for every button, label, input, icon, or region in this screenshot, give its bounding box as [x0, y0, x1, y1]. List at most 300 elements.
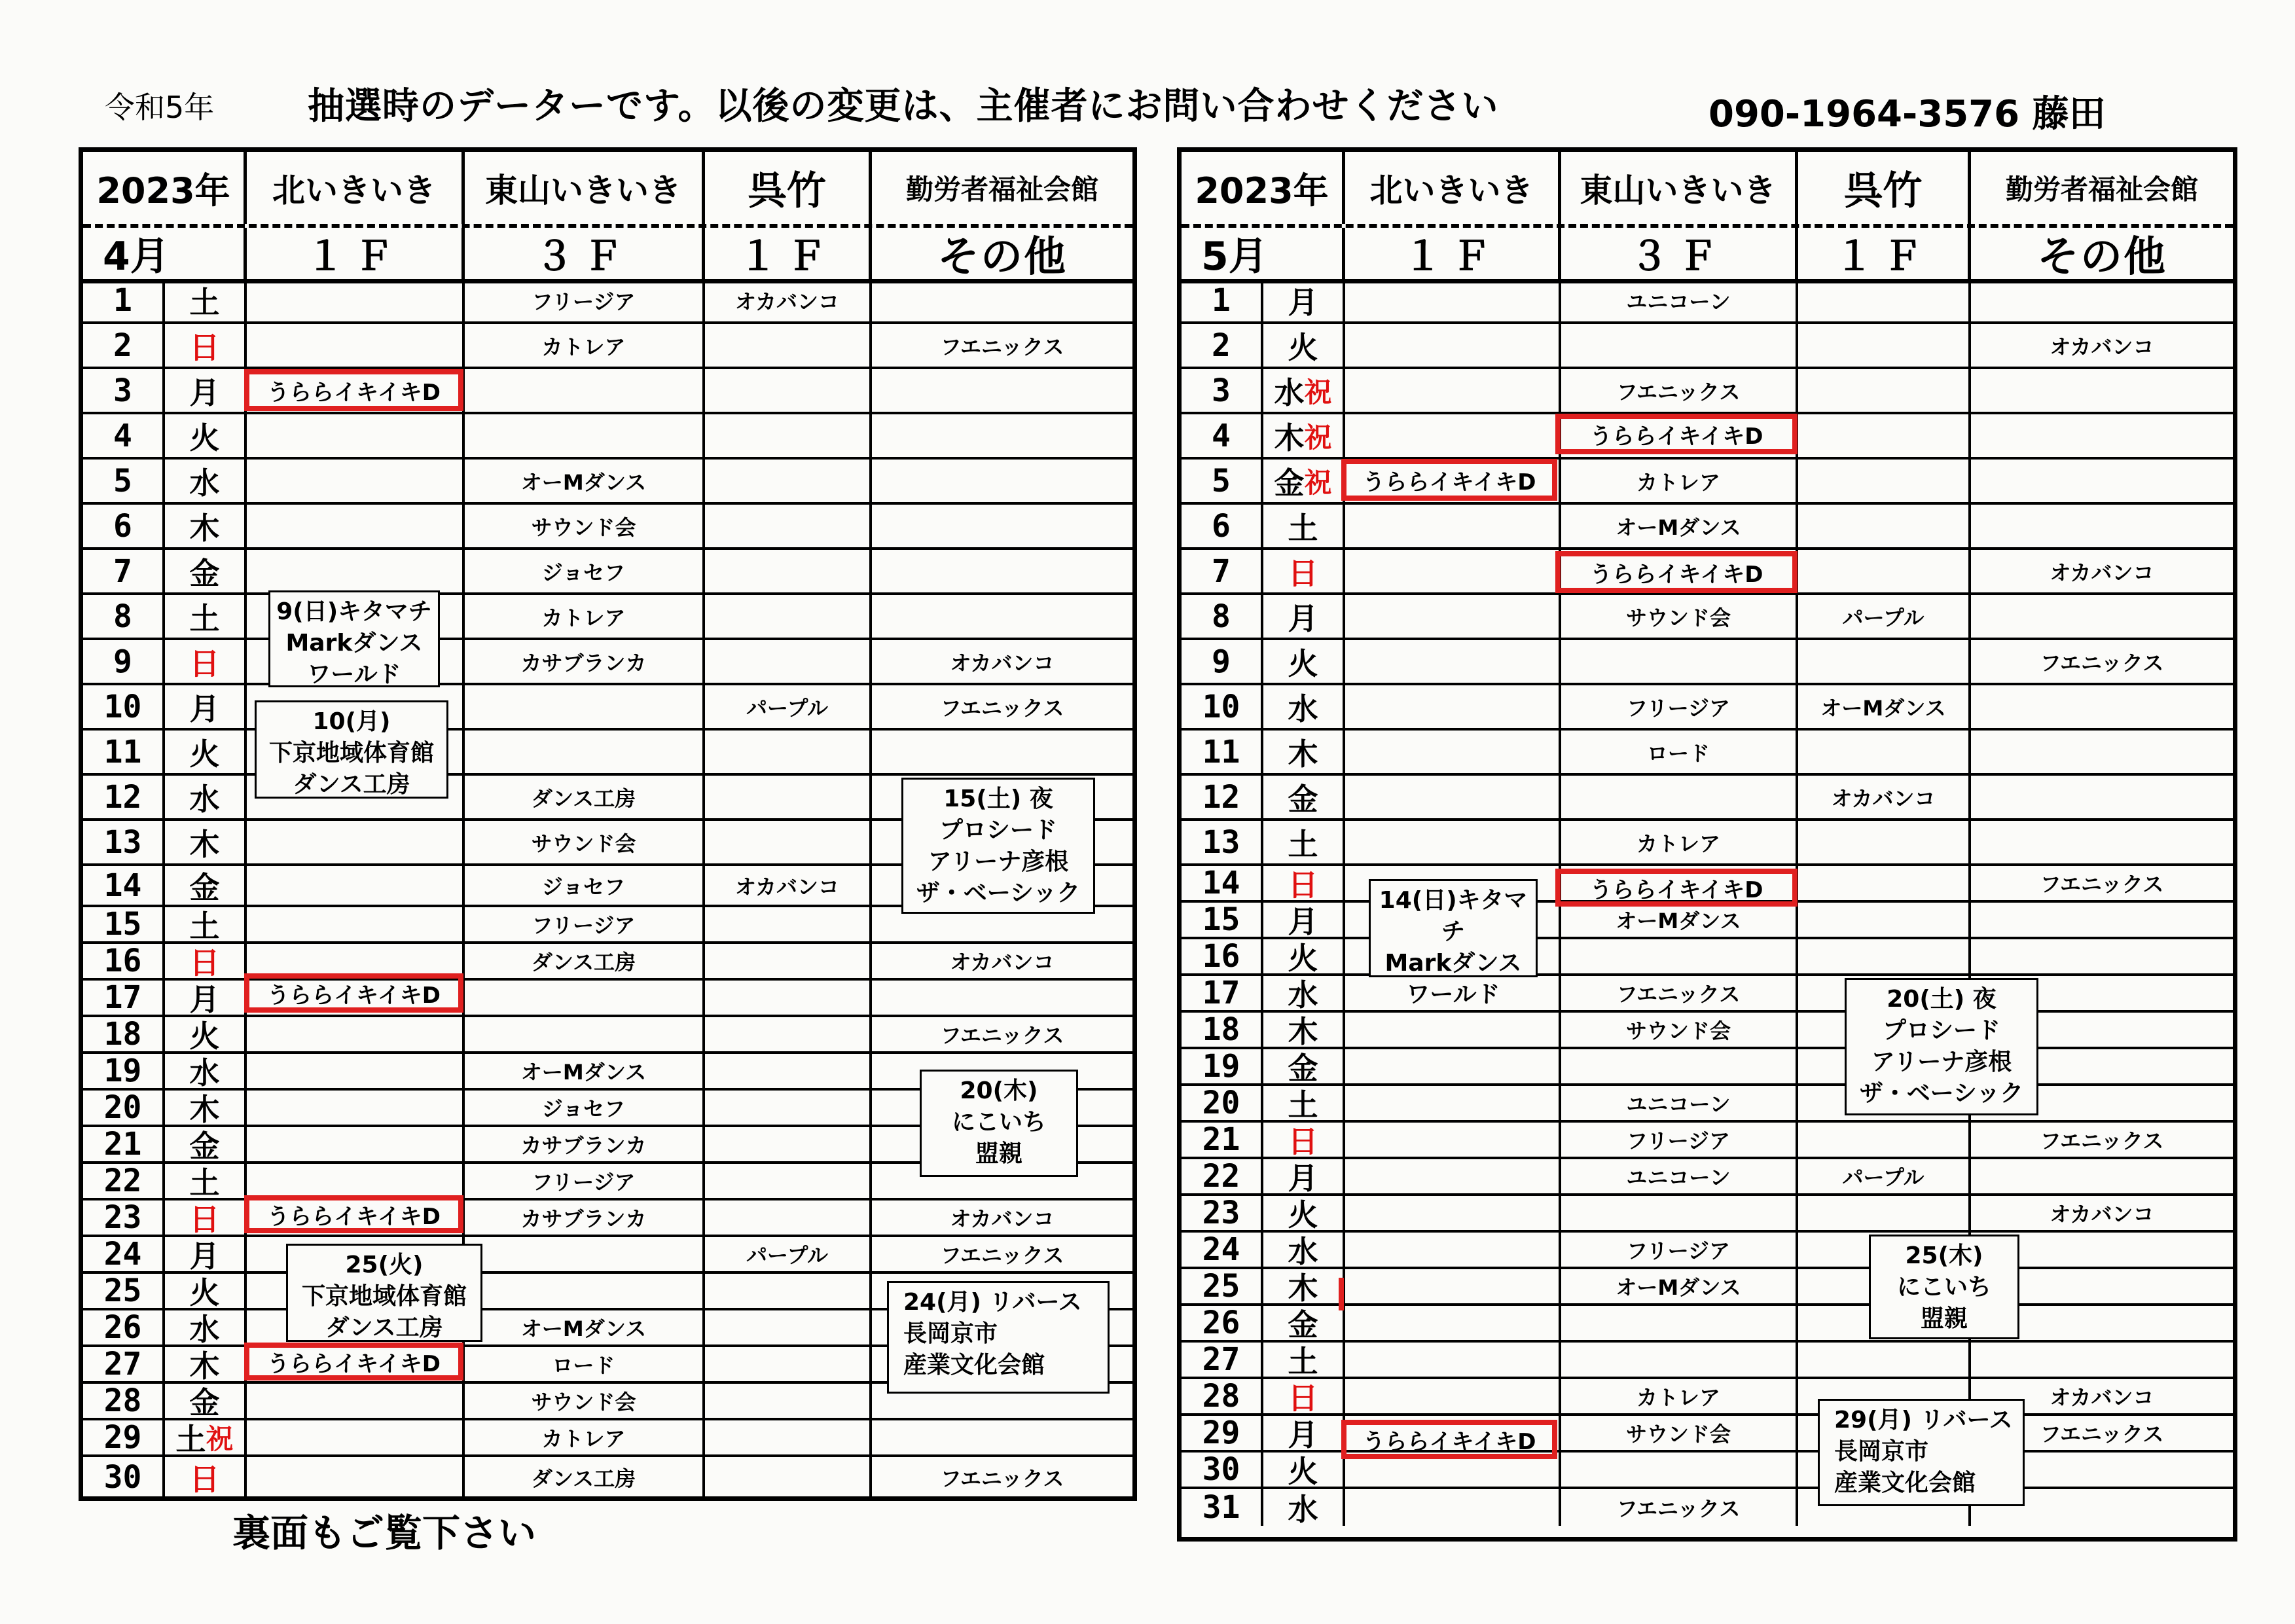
note-line: ダンス工房	[325, 1314, 443, 1341]
kita-1f-cell	[1345, 369, 1561, 412]
day-row	[1182, 595, 2233, 640]
weekday-label: 金	[189, 555, 220, 591]
kinrousha-cell	[872, 981, 1132, 1015]
kita-1f-cell	[247, 1420, 465, 1454]
kuretake-1f-cell	[705, 369, 872, 412]
kuretake-1f-cell	[1798, 1196, 1971, 1230]
weekday	[165, 1274, 247, 1308]
kuretake-1f-cell	[705, 414, 872, 457]
day-number: 26	[83, 1310, 165, 1344]
higashiyama-3f-cell: サウンド会	[1561, 1416, 1798, 1450]
kita-1f-cell	[247, 505, 465, 547]
kuretake-1f-cell: オカバンコ	[1798, 776, 1971, 818]
higashiyama-3f-cell: カトレア	[1561, 460, 1798, 502]
higashiyama-3f-cell: カサブランカ	[465, 1127, 705, 1161]
higashiyama-3f-cell	[1561, 324, 1798, 367]
kuretake-1f-cell	[705, 981, 872, 1015]
day-number: 6	[83, 505, 165, 547]
weekday-label: 土	[1288, 826, 1318, 862]
weekday-label: 水	[189, 465, 220, 501]
weekday	[1263, 1416, 1345, 1453]
holiday-mark: 祝	[1304, 466, 1332, 499]
weekday-label: 火	[1288, 329, 1318, 365]
weekday	[165, 731, 247, 773]
weekday-label: 月	[189, 982, 220, 1017]
weekday	[165, 821, 247, 863]
day-number: 3	[1182, 369, 1263, 412]
weekday-label: 水	[1288, 1492, 1318, 1527]
higashiyama-3f-cell: カサブランカ	[465, 1200, 705, 1235]
floor-header-row	[1182, 228, 2233, 283]
weekday	[165, 1237, 247, 1274]
kuretake-1f-cell	[1798, 324, 1971, 367]
weekday-label: 水	[189, 1055, 220, 1091]
kinrousha-cell	[1971, 414, 2233, 457]
day-number: 25	[1182, 1269, 1263, 1303]
weekday-label: 月	[1288, 600, 1318, 636]
booking-highlight[interactable]: うららイキイキD	[1555, 551, 1798, 593]
kinrousha-cell: オカバンコ	[950, 1206, 1055, 1231]
weekday-label: 火	[1288, 645, 1318, 681]
kuretake-1f-cell	[1798, 1123, 1971, 1157]
floor-kita: １Ｆ	[247, 228, 465, 279]
higashiyama-3f-cell: オーMダンス	[465, 1054, 705, 1088]
venue-kita: 北いきいき	[1345, 152, 1561, 224]
weekday-label: 月	[1288, 284, 1318, 320]
day-row	[83, 460, 1132, 505]
day-row	[1182, 1086, 2233, 1123]
day-row	[1182, 1159, 2233, 1196]
note-line: ザ・ベーシック	[916, 880, 1081, 907]
weekday	[165, 595, 247, 638]
venue-higashiyama: 東山いきいき	[465, 152, 705, 224]
kuretake-1f-cell	[705, 821, 872, 863]
note-line: プロシード	[1882, 1017, 2000, 1044]
weekday	[1263, 369, 1345, 412]
note-line: にこいち	[951, 1109, 1046, 1136]
weekday-label: 水	[1288, 691, 1318, 727]
event-note	[1369, 879, 1538, 1008]
kita-1f-cell	[247, 414, 465, 457]
note-line: 15(土) 夜	[943, 785, 1053, 812]
day-number: 21	[1182, 1123, 1263, 1157]
kuretake-1f-cell	[1798, 414, 1971, 457]
day-row	[83, 1200, 1132, 1237]
event-note	[286, 1244, 482, 1342]
floor-other: その他	[2037, 233, 2167, 281]
footer-note: 裏面もご覧下さい	[232, 1511, 537, 1555]
event-note	[255, 700, 448, 799]
kuretake-1f-cell	[705, 1127, 872, 1161]
contact-info: 090-1964-3576 藤田	[1708, 93, 2106, 135]
higashiyama-3f-cell: オーMダンス	[1561, 903, 1798, 937]
booking-highlight[interactable]: うららイキイキD	[244, 973, 463, 1013]
higashiyama-3f-cell: ユニコーン	[1561, 1159, 1798, 1193]
day-number: 24	[1182, 1233, 1263, 1267]
kuretake-1f-cell	[705, 1384, 872, 1418]
month-label: 5月	[1182, 228, 1345, 279]
kuretake-1f-cell	[705, 324, 872, 367]
kita-1f-cell	[247, 1164, 465, 1198]
day-number: 2	[83, 324, 165, 367]
kuretake-1f-cell	[705, 550, 872, 592]
weekday	[165, 279, 247, 321]
notice-text: 抽選時のデーターです。以後の変更は、主催者にお問い合わせください	[308, 85, 1499, 128]
day-number: 13	[1182, 821, 1263, 863]
higashiyama-3f-cell: カトレア	[1561, 821, 1798, 863]
day-number: 7	[83, 550, 165, 592]
weekday-label: 土	[189, 909, 220, 944]
higashiyama-3f-cell	[1561, 1306, 1798, 1340]
kita-1f-cell	[247, 1091, 465, 1125]
higashiyama-3f-cell: フリージア	[465, 1164, 705, 1198]
day-row	[1182, 685, 2233, 731]
weekday-label: 火	[189, 736, 220, 772]
weekday-label: 月	[189, 1238, 220, 1274]
weekday	[1263, 939, 1345, 976]
venue-kinrousha: 勤労者福祉会館	[905, 173, 1098, 206]
day-row	[1182, 1453, 2233, 1489]
day-row	[1182, 505, 2233, 550]
higashiyama-3f-cell	[465, 981, 705, 1015]
year-label: 2023年	[83, 152, 247, 224]
note-line: Markダンス	[285, 630, 423, 657]
day-row	[83, 1237, 1132, 1274]
day-row	[83, 731, 1132, 776]
weekday-label: 月	[1288, 1417, 1318, 1453]
holiday-mark: 祝	[206, 1423, 234, 1455]
day-number: 17	[83, 981, 165, 1015]
higashiyama-3f-cell: フリージア	[465, 279, 705, 321]
kinrousha-cell: オカバンコ	[2050, 334, 2154, 359]
weekday-label: 土	[1288, 1087, 1318, 1123]
kinrousha-cell: オカバンコ	[2050, 560, 2154, 585]
kinrousha-cell: オカバンコ	[950, 950, 1055, 975]
note-line: 14(日)キタマチ	[1379, 887, 1528, 945]
kuretake-1f-cell: オカバンコ	[705, 866, 872, 905]
venue-kinrousha: 勤労者福祉会館	[2005, 173, 2198, 206]
day-number: 5	[1182, 460, 1263, 502]
kuretake-1f-cell	[1798, 460, 1971, 502]
day-row	[1182, 1489, 2233, 1526]
day-row	[1182, 1123, 2233, 1159]
kinrousha-cell: フエニックス	[940, 695, 1064, 721]
weekday	[165, 1164, 247, 1198]
kita-1f-cell	[1345, 1123, 1561, 1157]
booking-highlight[interactable]: うららイキイキD	[1555, 414, 1798, 454]
kuretake-1f-cell	[1798, 550, 1971, 592]
kuretake-1f-cell	[705, 505, 872, 547]
day-row	[83, 1420, 1132, 1457]
day-number: 12	[1182, 776, 1263, 818]
kinrousha-cell	[1971, 939, 2233, 973]
kinrousha-cell	[872, 731, 1132, 773]
day-number: 15	[83, 907, 165, 941]
note-line: 25(火)	[345, 1252, 424, 1278]
weekday-label: 日	[189, 645, 220, 681]
day-row	[83, 981, 1132, 1017]
kita-1f-cell	[1345, 731, 1561, 773]
day-number: 31	[1182, 1489, 1263, 1526]
day-number: 19	[83, 1054, 165, 1088]
kita-1f-cell	[247, 1384, 465, 1418]
event-note	[1845, 978, 2038, 1115]
higashiyama-3f-cell: ジョセフ	[465, 1091, 705, 1125]
day-row	[83, 944, 1132, 981]
weekday	[1263, 279, 1345, 321]
day-number: 28	[83, 1384, 165, 1418]
higashiyama-3f-cell: フエニックス	[1561, 976, 1798, 1010]
day-number: 22	[83, 1164, 165, 1198]
kita-1f-cell	[247, 907, 465, 941]
weekday	[1263, 550, 1345, 592]
note-line: 25(木)	[1905, 1242, 1983, 1269]
weekday-label: 水	[1274, 374, 1305, 410]
kinrousha-cell: オカバンコ	[950, 650, 1055, 676]
kuretake-1f-cell	[1798, 866, 1971, 900]
kita-1f-cell	[247, 550, 465, 592]
kita-1f-cell	[1345, 1343, 1561, 1377]
day-number: 14	[1182, 866, 1263, 900]
note-line: ザ・ベーシック	[1859, 1080, 2024, 1107]
note-line: 下京地域体育館	[268, 740, 434, 767]
day-number: 17	[1182, 976, 1263, 1010]
weekday-label: 火	[1288, 1197, 1318, 1233]
kuretake-1f-cell	[705, 1017, 872, 1051]
kinrousha-cell: フエニックス	[2040, 1128, 2164, 1153]
higashiyama-3f-cell: ロード	[1561, 731, 1798, 773]
weekday	[1263, 1489, 1345, 1526]
weekday	[1263, 685, 1345, 728]
weekday	[165, 1200, 247, 1235]
weekday	[1263, 1233, 1345, 1267]
weekday	[1263, 1159, 1345, 1196]
higashiyama-3f-cell	[465, 1017, 705, 1051]
floor-higashiyama: ３Ｆ	[1561, 228, 1798, 279]
kuretake-1f-cell	[1798, 640, 1971, 683]
kinrousha-cell: フエニックス	[940, 334, 1064, 359]
kita-1f-cell	[1345, 1306, 1561, 1340]
note-line: ダンス工房	[293, 771, 410, 798]
day-row	[1182, 976, 2233, 1013]
weekday-label: 土	[175, 1422, 206, 1457]
era-label: 令和5年	[105, 90, 215, 125]
kuretake-1f-cell: オーMダンス	[1798, 685, 1971, 728]
kita-1f-cell	[1345, 685, 1561, 728]
booking-highlight[interactable]: うららイキイキD	[244, 1195, 463, 1233]
day-number: 28	[1182, 1379, 1263, 1413]
note-line: 盟親	[975, 1140, 1022, 1167]
day-number: 19	[1182, 1049, 1263, 1083]
kuretake-1f-cell: パープル	[705, 1237, 872, 1271]
note-line: 産業文化会館	[1834, 1470, 1976, 1496]
floor-other: その他	[937, 233, 1067, 281]
higashiyama-3f-cell: カトレア	[465, 324, 705, 367]
day-number: 27	[1182, 1343, 1263, 1377]
day-number: 12	[83, 776, 165, 818]
kuretake-1f-cell	[705, 1164, 872, 1198]
weekday-label: 木	[1274, 420, 1305, 456]
day-row	[1182, 1233, 2233, 1269]
kuretake-1f-cell: オカバンコ	[705, 279, 872, 321]
higashiyama-3f-cell: サウンド会	[1561, 595, 1798, 638]
weekday	[165, 1420, 247, 1457]
higashiyama-3f-cell	[1561, 1453, 1798, 1487]
higashiyama-3f-cell: フリージア	[1561, 1123, 1798, 1157]
note-line: アリーナ彦根	[928, 848, 1069, 875]
weekday-label: 木	[1288, 1271, 1318, 1306]
kita-1f-cell	[247, 866, 465, 905]
weekday	[1263, 460, 1345, 502]
floor-kita: １Ｆ	[1345, 228, 1561, 279]
weekday-label: 火	[189, 1019, 220, 1054]
red-mark	[1339, 1278, 1344, 1310]
kita-1f-cell	[1345, 414, 1561, 457]
day-row	[1182, 1049, 2233, 1086]
kita-1f-cell	[1345, 279, 1561, 321]
weekday-label: 金	[189, 1385, 220, 1420]
higashiyama-3f-cell: カトレア	[465, 1420, 705, 1454]
day-number: 2	[1182, 324, 1263, 367]
higashiyama-3f-cell: フリージア	[1561, 1233, 1798, 1267]
day-number: 23	[1182, 1196, 1263, 1230]
kinrousha-cell	[1971, 460, 2233, 502]
note-line: Markダンス	[1384, 950, 1522, 977]
higashiyama-3f-cell	[1561, 776, 1798, 818]
kinrousha-cell	[872, 414, 1132, 457]
day-row	[1182, 279, 2233, 324]
weekday	[165, 1347, 247, 1384]
booking-highlight[interactable]: うららイキイキD	[1555, 869, 1798, 907]
day-number: 29	[1182, 1416, 1263, 1450]
kita-1f-cell	[1345, 1159, 1561, 1193]
weekday-label: 火	[189, 420, 220, 456]
kuretake-1f-cell	[705, 776, 872, 818]
kita-1f-cell	[1345, 1013, 1561, 1047]
event-note	[1869, 1235, 2019, 1339]
weekday-label: 水	[189, 1312, 220, 1347]
kita-1f-cell	[1345, 1196, 1561, 1230]
weekday-label: 日	[1288, 555, 1318, 591]
weekday	[165, 1384, 247, 1418]
weekday-label: 金	[1288, 1307, 1318, 1343]
day-row	[83, 1457, 1132, 1498]
higashiyama-3f-cell	[465, 685, 705, 728]
day-row	[1182, 1343, 2233, 1379]
weekday-label: 土	[189, 600, 220, 636]
higashiyama-3f-cell: ユニコーン	[1561, 279, 1798, 321]
day-number: 20	[83, 1091, 165, 1125]
kinrousha-cell	[1971, 776, 2233, 818]
calendar-may	[1177, 147, 2237, 1542]
kuretake-1f-cell	[705, 1200, 872, 1235]
kinrousha-cell: フエニックス	[2040, 1422, 2164, 1447]
higashiyama-3f-cell: オーMダンス	[465, 1310, 705, 1344]
kinrousha-cell	[1971, 369, 2233, 412]
kuretake-1f-cell	[705, 1347, 872, 1381]
booking-highlight[interactable]: うららイキイキD	[244, 369, 463, 411]
weekday-label: 金	[189, 869, 220, 905]
weekday	[165, 550, 247, 592]
weekday-label: 日	[189, 945, 220, 981]
kinrousha-cell	[872, 279, 1132, 321]
weekday	[165, 640, 247, 683]
weekday-label: 金	[1288, 1051, 1318, 1086]
weekday	[165, 1310, 247, 1347]
note-line: 長岡京市	[1834, 1438, 1929, 1465]
kuretake-1f-cell	[705, 640, 872, 683]
event-note	[901, 778, 1095, 914]
year-label: 2023年	[1182, 152, 1345, 224]
day-number: 6	[1182, 505, 1263, 547]
venue-kuretake: 呉竹	[1798, 152, 1971, 224]
weekday	[1263, 1343, 1345, 1377]
higashiyama-3f-cell	[1561, 939, 1798, 973]
weekday	[165, 907, 247, 944]
kinrousha-cell	[1971, 505, 2233, 547]
booking-highlight[interactable]: うららイキイキD	[244, 1343, 463, 1380]
day-number: 8	[83, 595, 165, 638]
higashiyama-3f-cell: オーMダンス	[1561, 505, 1798, 547]
note-line: ワールド	[307, 661, 401, 688]
kuretake-1f-cell	[705, 907, 872, 941]
day-number: 3	[83, 369, 165, 412]
higashiyama-3f-cell: フエニックス	[1561, 369, 1798, 412]
day-number: 1	[1182, 279, 1263, 321]
weekday	[1263, 1306, 1345, 1343]
note-line: 盟親	[1920, 1305, 1968, 1332]
weekday-label: 日	[189, 1462, 220, 1497]
booking-highlight[interactable]: うららイキイキD	[1341, 1420, 1557, 1459]
kinrousha-cell	[872, 1420, 1132, 1454]
weekday-label: 木	[189, 1348, 220, 1384]
day-row	[1182, 460, 2233, 505]
day-row	[1182, 640, 2233, 685]
kuretake-1f-cell	[1798, 821, 1971, 863]
higashiyama-3f-cell: ロード	[465, 1347, 705, 1381]
day-number: 1	[83, 279, 165, 321]
weekday	[1263, 414, 1345, 457]
note-line: 10(月)	[312, 708, 391, 735]
weekday	[1263, 1123, 1345, 1157]
kuretake-1f-cell	[705, 1054, 872, 1088]
day-number: 10	[1182, 685, 1263, 728]
day-row	[1182, 1379, 2233, 1416]
day-number: 26	[1182, 1306, 1263, 1340]
weekday	[165, 369, 247, 412]
day-row	[1182, 903, 2233, 939]
day-number: 30	[1182, 1453, 1263, 1487]
kuretake-1f-cell	[1798, 903, 1971, 937]
booking-highlight[interactable]: うららイキイキD	[1341, 459, 1557, 501]
weekday	[165, 414, 247, 457]
kita-1f-cell	[247, 279, 465, 321]
higashiyama-3f-cell: サウンド会	[465, 821, 705, 863]
day-row	[83, 1017, 1132, 1054]
kinrousha-cell: オカバンコ	[2050, 1202, 2154, 1227]
kinrousha-cell	[1971, 1159, 2233, 1193]
higashiyama-3f-cell: ダンス工房	[465, 944, 705, 978]
weekday	[165, 685, 247, 728]
kinrousha-cell	[1971, 279, 2233, 321]
kita-1f-cell	[1345, 1049, 1561, 1083]
day-number: 4	[83, 414, 165, 457]
kuretake-1f-cell	[1798, 939, 1971, 973]
kita-1f-cell	[1345, 776, 1561, 818]
weekday-label: 木	[1288, 736, 1318, 772]
kinrousha-cell	[872, 369, 1132, 412]
kinrousha-cell	[872, 460, 1132, 502]
